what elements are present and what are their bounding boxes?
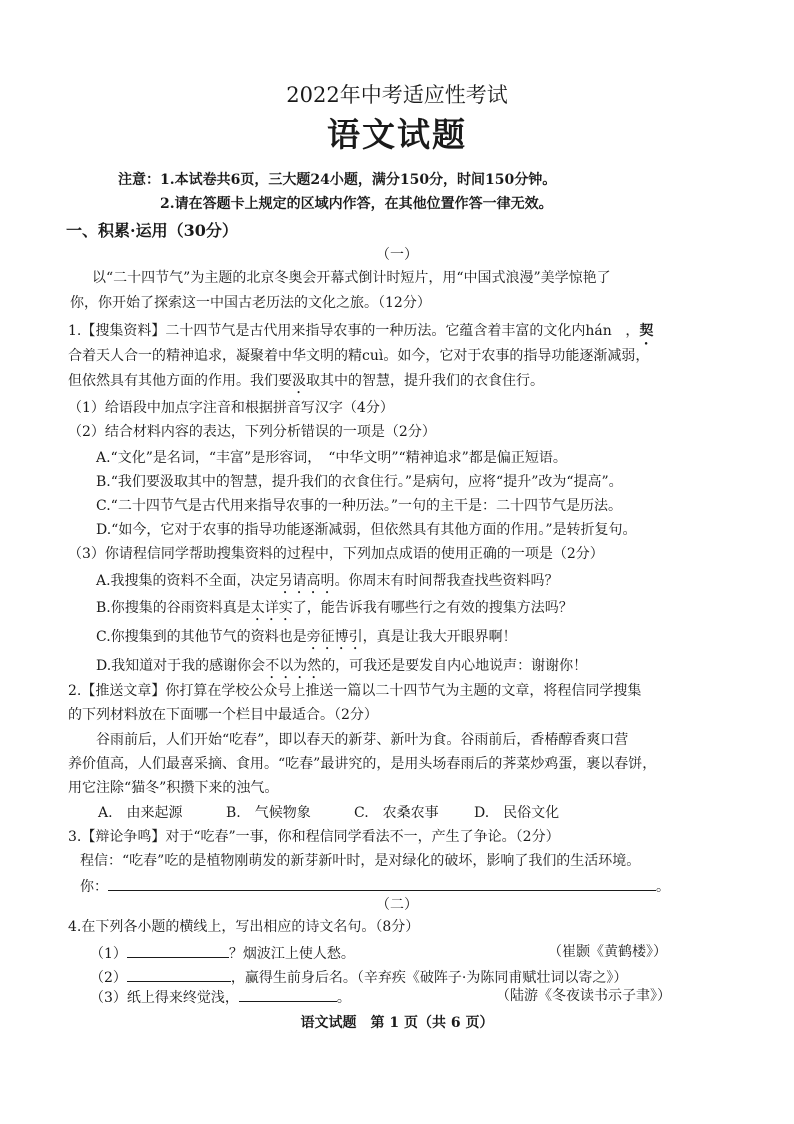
q4-item-2-text: ，赢得生前身后名。（辛弃疾《破阵子·为陈同甫赋壮词以寄之》） <box>230 970 628 986</box>
q4-item-2-blank[interactable] <box>127 967 231 982</box>
option-c-pre: C.你搜集到的其他节气的资料也是 <box>96 629 307 645</box>
q1-dotted-char-2: 汲 <box>292 373 306 389</box>
option-b-pre: B.你搜集的谷雨资料真是 <box>96 600 251 616</box>
q4-item-3-num: （3）纸上得来终觉浅， <box>90 990 239 1006</box>
option-c-idiom: 旁征博引 <box>306 629 363 645</box>
notice-line-1 <box>118 171 556 189</box>
option-b-post: 了，能告诉我有哪些行之有效的搜集方法吗？ <box>292 600 573 616</box>
q2-material-3: 用它注除“猫冬”积攒下来的浊气。 <box>68 780 279 796</box>
q4-item-3 <box>90 987 351 1007</box>
q1-text-1b: ， <box>625 323 640 339</box>
intro-line-2: 你，你开始了探索这一中国古老历法的文化之旅。（12分） <box>70 295 431 311</box>
option-a-idiom: 另请高明 <box>278 573 335 589</box>
q1-pinyin-2: cuì <box>362 348 384 364</box>
q1-sub-2-option-b: B.“我们要汲取其中的智慧，提升我们的衣食住行。”是病句，应将“提升”改为“提高”。 <box>96 474 623 490</box>
q1-sub-2-option-a: A.“文化”是名词，“丰富”是形容词， “中华文明”“精神追求”都是偏正短语。 <box>96 450 567 466</box>
q1-sub-2: （2）结合材料内容的表达，下列分析错误的一项是（2分） <box>68 424 436 440</box>
q3-line-2: 程信：“吃春”吃的是植物刚萌发的新芽新叶时，是对绿化的破坏，影响了我们的生活环境。 <box>80 853 641 869</box>
subject-title: 语文试题 <box>327 115 467 154</box>
q3-period: 。 <box>656 879 670 895</box>
option-d-post: 的，可我还是要发自内心地说声：谢谢你！ <box>321 658 588 674</box>
q1-sub-3-option-b <box>96 599 573 624</box>
section-1-heading: 一、积累·运用（30分） <box>66 221 238 240</box>
q4-item-2-num: （2） <box>90 970 127 986</box>
q4-item-1-source: （崔颢《黄鹤楼》） <box>548 944 667 960</box>
q4-line-1: 4.在下列各小题的横线上，写出相应的诗文名句。（8分） <box>68 919 420 935</box>
q2-option-c: C. 农桑农事 <box>354 805 439 821</box>
q3-answer-blank[interactable] <box>108 876 656 891</box>
exam-title: 2022年中考适应性考试 <box>286 83 508 107</box>
q2-line-2: 的下列材料放在下面哪一个栏目中最适合。（2分） <box>68 707 378 723</box>
q1-sub-2-option-d: D.“如今，它对于农事的指导功能逐渐减弱，但依然具有其他方面的作用。”是转折复句。 <box>96 522 637 538</box>
q1-sub-3: （3）你请程信同学帮助搜集资料的过程中，下列加点成语的使用正确的一项是（2分） <box>68 546 604 562</box>
q2-option-b: B. 气候物象 <box>226 805 311 821</box>
q1-line-1 <box>68 322 653 348</box>
q3-you-label: 你： <box>80 879 108 895</box>
option-c-post: ，真是让我大开眼界啊！ <box>362 629 517 645</box>
q1-label: 1.【搜集资料】 <box>68 323 166 339</box>
q1-pinyin-1: hán <box>585 323 612 339</box>
q3-answer-line <box>80 876 670 896</box>
q4-item-2 <box>90 967 627 987</box>
q4-item-3-period: 。 <box>336 990 351 1006</box>
q3-line-1: 3.【辩论争鸣】对于“吃春”一事，你和程信同学看法不一，产生了争论。（2分） <box>68 829 560 845</box>
part-2-heading: （二） <box>376 897 418 913</box>
q1-sub-3-option-a <box>96 572 559 597</box>
q4-item-1 <box>90 943 355 963</box>
q2-line-1: 2.【推送文章】你打算在学校公众号上推送一篇以二十四节气为主题的文章，将程信同学搜集 <box>68 683 642 699</box>
q4-item-1-blank[interactable] <box>127 943 229 958</box>
option-a-pre: A.我搜集的资料不全面，决定 <box>96 573 279 589</box>
q1-text-1: 二十四节气是古代用来指导农事的一种历法。它蕴含着丰富的文化内 <box>165 323 586 339</box>
notice-label: 注意： <box>118 172 160 188</box>
q4-item-1-text: ？烟波江上使人愁。 <box>228 946 355 962</box>
q2-option-a: A. 由来起源 <box>98 805 183 821</box>
option-d-pre: D.我知道对于我的感谢你会 <box>96 658 266 674</box>
q2-material-2: 养价值高，人们最喜采摘、食用。“吃春”最讲究的，是用头场春雨后的荠菜炒鸡蛋，裹以春饼， <box>68 756 657 772</box>
option-d-idiom: 不以为然 <box>265 658 322 674</box>
q2-material-1: 谷雨前后，人们开始“吃春”，即以春天的新芽、新叶为食。谷雨前后，香椿醇香爽口营 <box>96 732 629 748</box>
intro-line-1: 以“二十四节气”为主题的北京冬奥会开幕式倒计时短片，用“中国式浪漫”美学惊艳了 <box>92 270 611 286</box>
q4-item-1-num: （1） <box>90 946 127 962</box>
q1-sub-3-option-d <box>96 657 587 682</box>
q1-line-2 <box>68 347 649 365</box>
q2-option-d: D. 民俗文化 <box>474 805 560 821</box>
option-b-idiom: 太详实 <box>250 600 293 616</box>
q4-item-3-source: （陆游《冬夜读书示子聿》） <box>496 988 671 1004</box>
q1-dotted-char-1: 契 <box>639 323 654 339</box>
q1-sub-2-option-c: C.“二十四节气是古代用来指导农事的一种历法。”一句的主干是：二十四节气是历法。 <box>96 498 622 514</box>
q1-line-3 <box>68 372 544 397</box>
notice-item-1: 1.本试卷共6页，三大题24小题，满分150分，时间150分钟。 <box>160 172 557 188</box>
q1-sub-1: （1）给语段中加点字注音和根据拼音写汉字（4分） <box>68 400 394 416</box>
q4-item-3-blank[interactable] <box>239 987 337 1002</box>
part-1-heading: （一） <box>376 247 418 263</box>
q1-sub-3-option-c <box>96 628 517 653</box>
page-footer: 语文试题 第 1 页（共 6 页） <box>300 1015 494 1031</box>
q1-text-3a: 但依然具有其他方面的作用。我们要 <box>68 373 292 389</box>
q1-text-2a: 合着天人合一的精神追求，凝聚着中华文明的精 <box>68 348 362 364</box>
option-a-post: 。你周末有时间帮我查找些资料吗？ <box>334 573 559 589</box>
notice-item-2: 2.请在答题卡上规定的区域内作答，在其他位置作答一律无效。 <box>160 196 553 212</box>
q1-text-2b: 。如今，它对于农事的指导功能逐渐减弱， <box>383 348 650 364</box>
q1-text-3b: 取其中的智慧，提升我们的衣食住行。 <box>306 373 544 389</box>
